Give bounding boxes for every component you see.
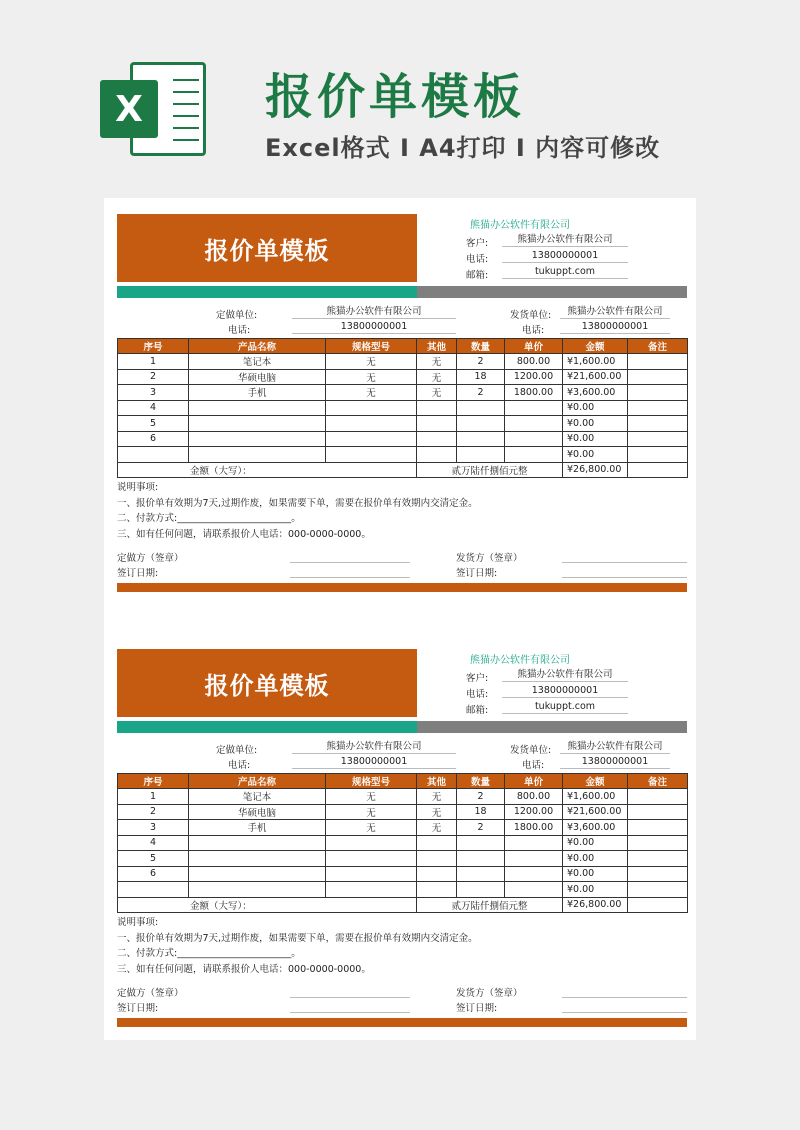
table-cell <box>457 447 505 463</box>
table-cell: 1200.00 <box>505 369 563 385</box>
sign-date-2-line <box>562 577 687 578</box>
total-label: 金额（大写）： <box>118 897 417 913</box>
table-cell: 手机 <box>189 820 326 836</box>
sign-date-1-label: 签订日期: <box>117 1003 159 1014</box>
table-cell <box>417 851 457 867</box>
table-cell <box>505 431 563 447</box>
table-cell <box>628 400 688 416</box>
table-cell <box>457 431 505 447</box>
table-cell: ¥0.00 <box>563 431 628 447</box>
table-cell <box>417 400 457 416</box>
notes-title: 说明事项: <box>117 917 159 928</box>
table-cell: 无 <box>417 804 457 820</box>
email-value: tukuppt.com <box>502 265 628 279</box>
table-row <box>118 804 688 820</box>
quote-sheet <box>104 633 696 1033</box>
table-cell: 1800.00 <box>505 820 563 836</box>
table-cell: 无 <box>326 789 417 805</box>
table-cell <box>326 835 417 851</box>
table-cell <box>326 882 417 898</box>
column-header: 数量 <box>457 774 505 789</box>
orderer-label: 定做单位: <box>216 745 258 756</box>
table-cell: 2 <box>457 354 505 370</box>
table-cell <box>189 400 326 416</box>
table-header-row <box>118 339 688 354</box>
table-cell: ¥0.00 <box>563 416 628 432</box>
table-cell <box>189 851 326 867</box>
sign-shipper-line <box>562 997 687 998</box>
client-value: 熊猫办公软件有限公司 <box>502 668 628 682</box>
table-cell: ¥1,600.00 <box>563 789 628 805</box>
sign-orderer-label: 定做方（签章） <box>117 988 184 999</box>
table-cell: ¥21,600.00 <box>563 369 628 385</box>
table-row <box>118 882 688 898</box>
total-value: ¥26,800.00 <box>563 897 628 913</box>
column-header: 金额 <box>563 774 628 789</box>
note-3: 三、如有任何问题，请联系报价人电话：000-0000-0000。 <box>117 963 371 975</box>
table-cell: 无 <box>326 820 417 836</box>
note-1: 一、报价单有效期为7天,过期作废，如果需要下单，需要在报价单有效期内交清定金。 <box>117 932 478 944</box>
shipper-label: 发货单位: <box>510 310 552 321</box>
table-cell <box>505 866 563 882</box>
table-cell <box>628 431 688 447</box>
table-cell: 3 <box>118 820 189 836</box>
sign-date-2-label: 签订日期: <box>456 1003 498 1014</box>
sign-date-1-line <box>290 1012 410 1013</box>
table-cell <box>118 882 189 898</box>
phone-value: 13800000001 <box>502 684 628 698</box>
shipper-phone-value: 13800000001 <box>560 320 670 334</box>
table-row <box>118 431 688 447</box>
quote-table <box>117 338 688 478</box>
shipper-value: 熊猫办公软件有限公司 <box>560 740 670 754</box>
column-header: 备注 <box>628 339 688 354</box>
table-cell: 18 <box>457 369 505 385</box>
table-cell: 笔记本 <box>189 354 326 370</box>
table-cell <box>457 882 505 898</box>
table-cell: 6 <box>118 431 189 447</box>
note-1: 一、报价单有效期为7天,过期作废，如果需要下单，需要在报价单有效期内交清定金。 <box>117 497 478 509</box>
table-cell: ¥0.00 <box>563 866 628 882</box>
quote-sheet <box>104 198 696 598</box>
sign-date-2-label: 签订日期: <box>456 568 498 579</box>
column-header: 产品名称 <box>189 339 326 354</box>
page-subtitle: Excel格式 I A4打印 I 内容可修改 <box>265 134 661 162</box>
table-cell <box>628 820 688 836</box>
table-cell: ¥3,600.00 <box>563 820 628 836</box>
table-cell <box>189 447 326 463</box>
green-band <box>117 721 417 733</box>
table-cell: 4 <box>118 835 189 851</box>
table-cell <box>189 882 326 898</box>
table-cell: ¥21,600.00 <box>563 804 628 820</box>
orderer-phone-label: 电话: <box>228 325 251 336</box>
phone-label: 电话: <box>466 689 489 700</box>
table-cell <box>189 416 326 432</box>
total-value: ¥26,800.00 <box>563 462 628 478</box>
table-cell <box>118 447 189 463</box>
sign-orderer-label: 定做方（签章） <box>117 553 184 564</box>
table-cell <box>505 447 563 463</box>
table-cell <box>505 400 563 416</box>
table-cell <box>505 835 563 851</box>
table-cell: 2 <box>457 789 505 805</box>
template-paper <box>104 198 696 1040</box>
column-header: 产品名称 <box>189 774 326 789</box>
table-cell: 无 <box>417 789 457 805</box>
email-label: 邮箱: <box>466 270 489 281</box>
total-row <box>118 462 688 478</box>
column-header: 单价 <box>505 774 563 789</box>
table-cell: 无 <box>326 354 417 370</box>
column-header: 序号 <box>118 339 189 354</box>
sign-date-1-label: 签订日期: <box>117 568 159 579</box>
company-name: 熊猫办公软件有限公司 <box>470 655 570 666</box>
total-remark <box>628 462 688 478</box>
total-label: 金额（大写）： <box>118 462 417 478</box>
table-cell: ¥0.00 <box>563 851 628 867</box>
total-remark <box>628 897 688 913</box>
table-cell <box>326 400 417 416</box>
table-cell: 2 <box>457 385 505 401</box>
orderer-phone-value: 13800000001 <box>292 320 456 334</box>
notes-block <box>117 480 478 542</box>
client-value: 熊猫办公软件有限公司 <box>502 233 628 247</box>
table-cell <box>326 447 417 463</box>
gray-band <box>417 286 687 298</box>
table-cell: 无 <box>326 369 417 385</box>
excel-logo-icon: X <box>100 62 206 156</box>
table-cell: 1200.00 <box>505 804 563 820</box>
table-cell <box>326 866 417 882</box>
table-cell: ¥0.00 <box>563 835 628 851</box>
table-cell: 3 <box>118 385 189 401</box>
table-cell: ¥1,600.00 <box>563 354 628 370</box>
gray-band <box>417 721 687 733</box>
table-cell: 6 <box>118 866 189 882</box>
shipper-value: 熊猫办公软件有限公司 <box>560 305 670 319</box>
table-cell: 无 <box>326 804 417 820</box>
email-value: tukuppt.com <box>502 700 628 714</box>
table-cell <box>628 882 688 898</box>
table-cell <box>505 882 563 898</box>
table-row <box>118 354 688 370</box>
table-cell: 手机 <box>189 385 326 401</box>
table-cell: 无 <box>417 385 457 401</box>
table-cell <box>628 866 688 882</box>
table-cell <box>417 416 457 432</box>
sign-shipper-label: 发货方（签章） <box>456 988 523 999</box>
sign-shipper-line <box>562 562 687 563</box>
table-row <box>118 400 688 416</box>
table-cell <box>189 835 326 851</box>
orderer-value: 熊猫办公软件有限公司 <box>292 740 456 754</box>
notes-block <box>117 915 478 977</box>
column-header: 其他 <box>417 339 457 354</box>
table-cell: ¥0.00 <box>563 447 628 463</box>
table-cell <box>628 804 688 820</box>
column-header: 数量 <box>457 339 505 354</box>
page-title: 报价单模板 <box>265 69 526 125</box>
quote-title: 报价单模板 <box>117 214 417 282</box>
total-words: 贰万陆仟捌佰元整 <box>417 462 563 478</box>
orderer-value: 熊猫办公软件有限公司 <box>292 305 456 319</box>
table-cell <box>457 416 505 432</box>
shipper-label: 发货单位: <box>510 745 552 756</box>
table-row <box>118 447 688 463</box>
quote-table <box>117 773 688 913</box>
table-cell <box>189 431 326 447</box>
table-row <box>118 416 688 432</box>
phone-value: 13800000001 <box>502 249 628 263</box>
table-cell <box>417 835 457 851</box>
bottom-band <box>117 1018 687 1027</box>
table-cell: ¥3,600.00 <box>563 385 628 401</box>
total-words: 贰万陆仟捌佰元整 <box>417 897 563 913</box>
table-cell: 800.00 <box>505 789 563 805</box>
table-cell: ¥0.00 <box>563 882 628 898</box>
table-cell <box>457 835 505 851</box>
table-row <box>118 866 688 882</box>
sign-date-2-line <box>562 1012 687 1013</box>
column-header: 金额 <box>563 339 628 354</box>
orderer-phone-value: 13800000001 <box>292 755 456 769</box>
table-cell: 1800.00 <box>505 385 563 401</box>
green-band <box>117 286 417 298</box>
phone-label: 电话: <box>466 254 489 265</box>
note-2: 二、付款方式:________________________。 <box>117 948 301 959</box>
sign-date-1-line <box>290 577 410 578</box>
column-header: 单价 <box>505 339 563 354</box>
table-cell <box>628 369 688 385</box>
table-cell: 2 <box>118 804 189 820</box>
table-cell: 18 <box>457 804 505 820</box>
table-cell <box>417 447 457 463</box>
table-row <box>118 789 688 805</box>
sign-shipper-label: 发货方（签章） <box>456 553 523 564</box>
table-cell: 华硕电脑 <box>189 804 326 820</box>
table-cell <box>457 400 505 416</box>
table-cell: 笔记本 <box>189 789 326 805</box>
shipper-phone-value: 13800000001 <box>560 755 670 769</box>
table-cell <box>505 416 563 432</box>
table-cell: 5 <box>118 416 189 432</box>
table-cell: 华硕电脑 <box>189 369 326 385</box>
table-cell <box>417 866 457 882</box>
sign-orderer-line <box>290 562 410 563</box>
table-cell: 无 <box>417 354 457 370</box>
client-label: 客户: <box>466 673 489 684</box>
table-cell <box>457 866 505 882</box>
table-row <box>118 851 688 867</box>
table-cell: 无 <box>417 820 457 836</box>
table-cell <box>628 354 688 370</box>
table-cell: 无 <box>417 369 457 385</box>
table-cell: 1 <box>118 354 189 370</box>
table-cell <box>326 431 417 447</box>
table-cell: 5 <box>118 851 189 867</box>
table-cell: 无 <box>326 385 417 401</box>
shipper-phone-label: 电话: <box>522 760 545 771</box>
table-cell <box>457 851 505 867</box>
column-header: 其他 <box>417 774 457 789</box>
table-cell <box>628 835 688 851</box>
table-cell: 2 <box>118 369 189 385</box>
table-row <box>118 385 688 401</box>
notes-title: 说明事项: <box>117 482 159 493</box>
table-row <box>118 369 688 385</box>
table-row <box>118 835 688 851</box>
table-cell: ¥0.00 <box>563 400 628 416</box>
column-header: 规格型号 <box>326 774 417 789</box>
table-cell: 1 <box>118 789 189 805</box>
table-cell: 2 <box>457 820 505 836</box>
column-header: 序号 <box>118 774 189 789</box>
table-header-row <box>118 774 688 789</box>
column-header: 备注 <box>628 774 688 789</box>
table-cell <box>417 882 457 898</box>
sign-orderer-line <box>290 997 410 998</box>
table-cell <box>417 431 457 447</box>
table-cell: 800.00 <box>505 354 563 370</box>
quote-title: 报价单模板 <box>117 649 417 717</box>
orderer-phone-label: 电话: <box>228 760 251 771</box>
email-label: 邮箱: <box>466 705 489 716</box>
shipper-phone-label: 电话: <box>522 325 545 336</box>
orderer-label: 定做单位: <box>216 310 258 321</box>
column-header: 规格型号 <box>326 339 417 354</box>
bottom-band <box>117 583 687 592</box>
note-2: 二、付款方式:________________________。 <box>117 513 301 524</box>
table-cell: 4 <box>118 400 189 416</box>
client-label: 客户: <box>466 238 489 249</box>
table-cell <box>628 385 688 401</box>
table-row <box>118 820 688 836</box>
total-row <box>118 897 688 913</box>
table-cell <box>505 851 563 867</box>
table-cell <box>628 416 688 432</box>
table-cell <box>628 851 688 867</box>
table-cell <box>628 789 688 805</box>
note-3: 三、如有任何问题，请联系报价人电话：000-0000-0000。 <box>117 528 371 540</box>
table-cell <box>628 447 688 463</box>
table-cell <box>326 851 417 867</box>
company-name: 熊猫办公软件有限公司 <box>470 220 570 231</box>
table-cell <box>189 866 326 882</box>
table-cell <box>326 416 417 432</box>
